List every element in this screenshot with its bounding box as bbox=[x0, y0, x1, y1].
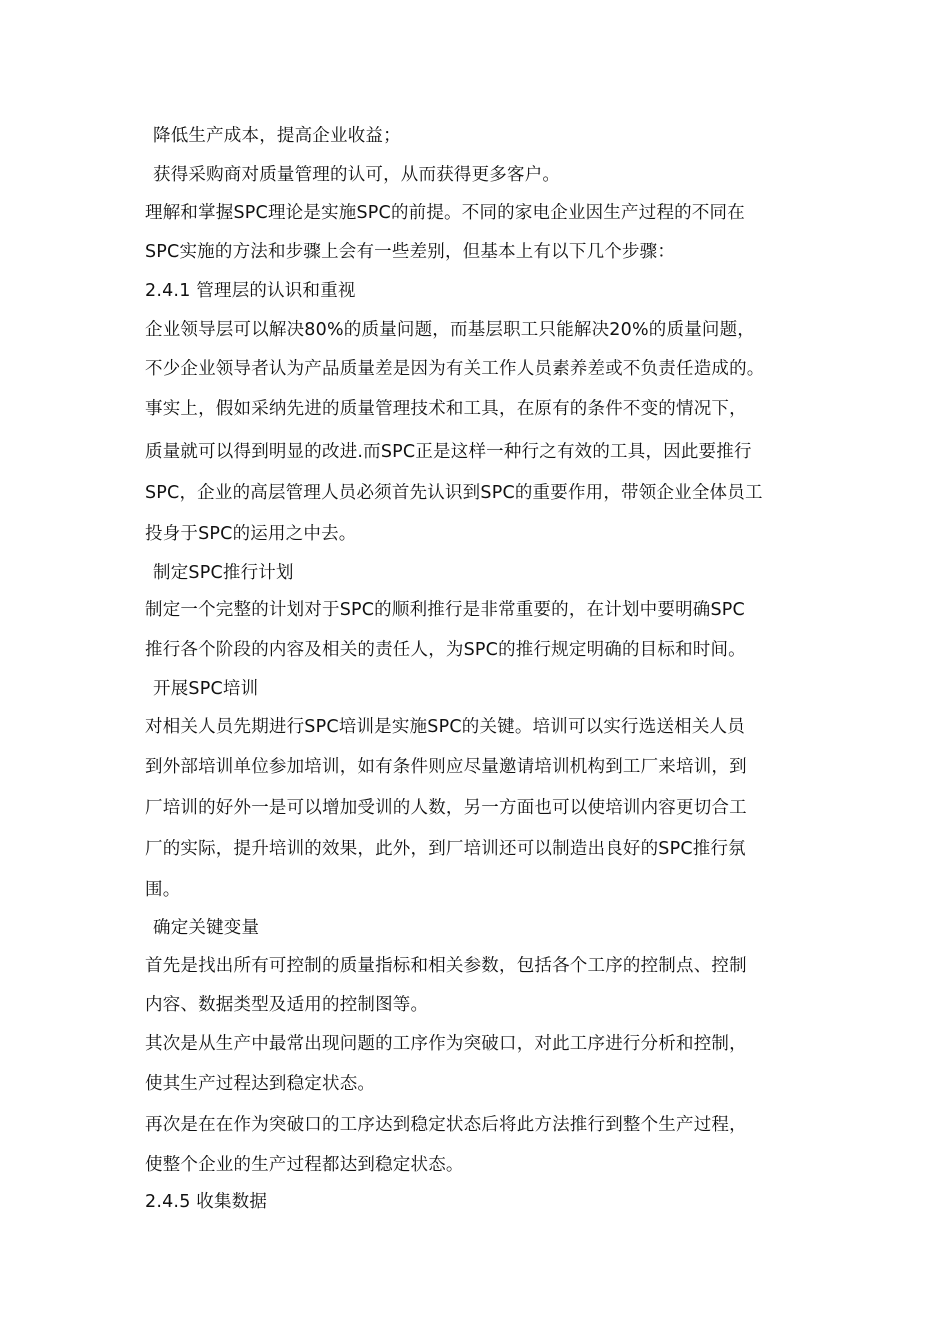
paragraph-line: 不少企业领导者认为产品质量差是因为有关工作人员素养差或不负责任造成的。 bbox=[145, 359, 765, 379]
paragraph-line: 质量就可以得到明显的改进.而SPC正是这样一种行之有效的工具，因此要推行 bbox=[145, 442, 752, 462]
paragraph-line: 内容、数据类型及适用的控制图等。 bbox=[145, 995, 429, 1015]
subsection-heading: 确定关键变量 bbox=[153, 918, 260, 938]
paragraph-line: 投身于SPC的运用之中去。 bbox=[145, 524, 357, 544]
paragraph-line: 到外部培训单位参加培训，如有条件则应尽量邀请培训机构到工厂来培训，到 bbox=[145, 757, 747, 777]
paragraph-line: 推行各个阶段的内容及相关的责任人，为SPC的推行规定明确的目标和时间。 bbox=[145, 640, 746, 660]
paragraph-line: 事实上，假如采纳先进的质量管理技术和工具，在原有的条件不变的情况下， bbox=[145, 399, 747, 419]
paragraph-line: SPC，企业的高层管理人员必须首先认识到SPC的重要作用，带领企业全体员工 bbox=[145, 483, 763, 503]
paragraph-line: 其次是从生产中最常出现问题的工序作为突破口，对此工序进行分析和控制， bbox=[145, 1034, 747, 1054]
paragraph-line: 对相关人员先期进行SPC培训是实施SPC的关键。培训可以实行选送相关人员 bbox=[145, 717, 745, 737]
paragraph-line: 企业领导层可以解决80%的质量问题，而基层职工只能解决20%的质量问题， bbox=[145, 320, 755, 340]
paragraph-line: 制定一个完整的计划对于SPC的顺利推行是非常重要的，在计划中要明确SPC bbox=[145, 600, 745, 620]
subsection-heading: 制定SPC推行计划 bbox=[153, 563, 294, 583]
paragraph-line: 使其生产过程达到稳定状态。 bbox=[145, 1074, 376, 1094]
section-heading: 2.4.5 收集数据 bbox=[145, 1192, 268, 1212]
paragraph-line: SPC实施的方法和步骤上会有一些差别，但基本上有以下几个步骤： bbox=[145, 242, 676, 262]
paragraph-line: 厂的实际，提升培训的效果，此外，到厂培训还可以制造出良好的SPC推行氛 bbox=[145, 839, 746, 859]
paragraph-line: 使整个企业的生产过程都达到稳定状态。 bbox=[145, 1155, 464, 1175]
section-heading: 2.4.1 管理层的认识和重视 bbox=[145, 281, 356, 301]
paragraph-line: 理解和掌握SPC理论是实施SPC的前提。不同的家电企业因生产过程的不同在 bbox=[145, 203, 745, 223]
subsection-heading: 开展SPC培训 bbox=[153, 679, 259, 699]
bullet-line: 降低生产成本，提高企业收益； bbox=[153, 126, 401, 146]
paragraph-line: 围。 bbox=[145, 880, 181, 900]
bullet-line: 获得采购商对质量管理的认可，从而获得更多客户。 bbox=[153, 165, 561, 185]
paragraph-line: 首先是找出所有可控制的质量指标和相关参数，包括各个工序的控制点、控制 bbox=[145, 956, 747, 976]
paragraph-line: 再次是在在作为突破口的工序达到稳定状态后将此方法推行到整个生产过程， bbox=[145, 1115, 747, 1135]
paragraph-line: 厂培训的好外一是可以增加受训的人数，另一方面也可以使培训内容更切合工 bbox=[145, 798, 747, 818]
